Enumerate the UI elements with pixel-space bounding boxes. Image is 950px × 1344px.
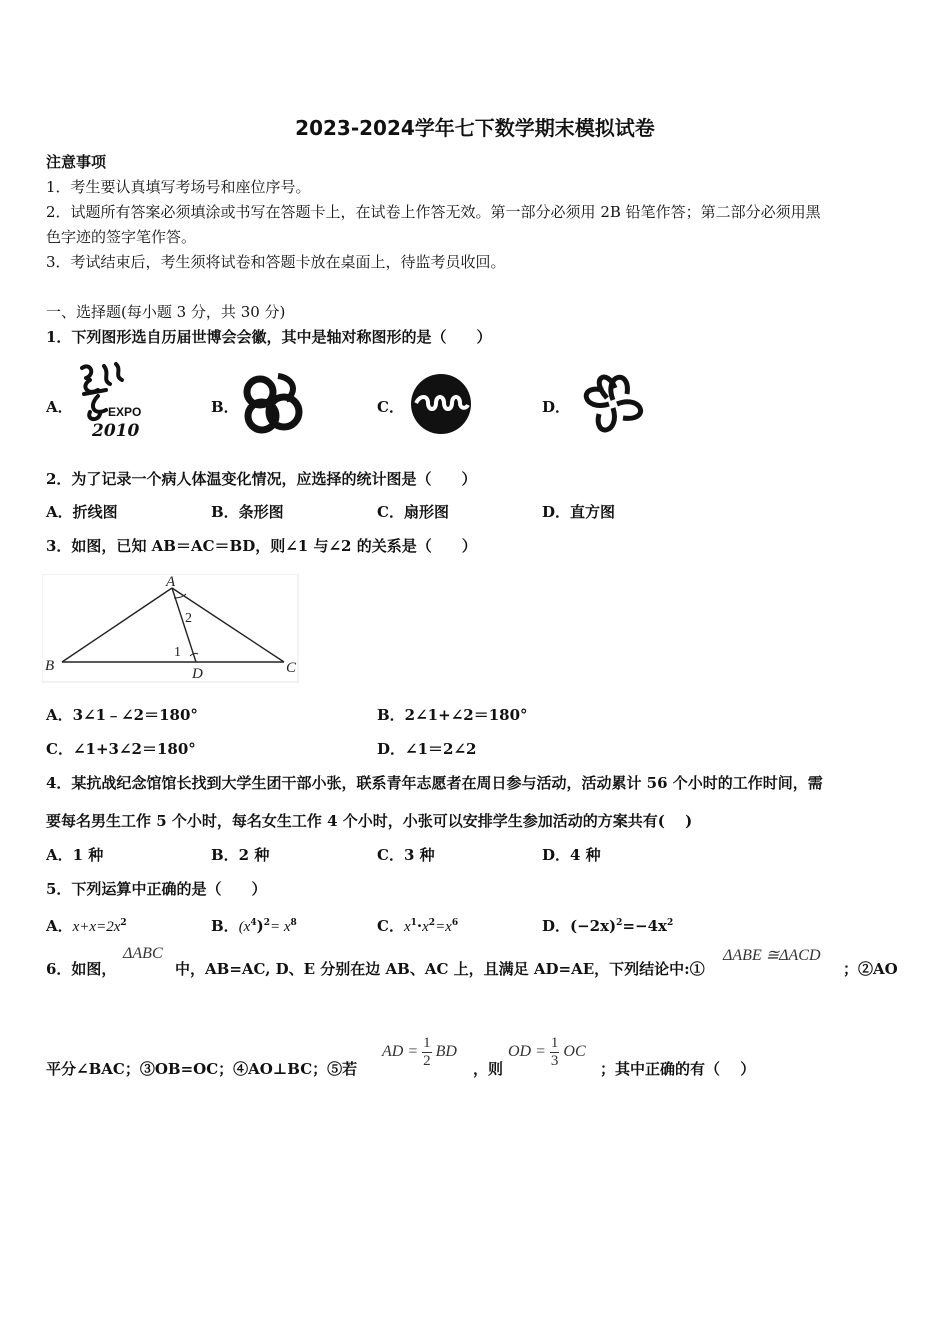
q4-option-d: D．4 种 [542,846,601,864]
flower-logo-icon [572,368,654,440]
logo-year-text: 2010 [92,421,140,438]
logo-expo-text: EXPO [108,405,142,419]
q5-c-sup2: 2 [428,918,436,928]
q5-d-label: D． [542,917,571,935]
q6-frac1-den: 2 [423,1053,431,1069]
q5-c-label: C． [377,917,404,935]
q5-b-sup1: 4 [250,918,257,928]
q1-option-d-label: D． [542,398,571,416]
question-5-text: 5．下列运算中正确的是（ ） [46,880,267,898]
q3-option-a: A．3∠1﹣∠2＝180° [46,706,198,724]
q5-c-sup3: 6 [451,918,459,928]
waves-logo-icon [410,373,472,435]
expo-2010-logo-icon [76,360,156,438]
question-6-part6: ；其中正确的有（ ） [600,1060,756,1078]
notice-item: 2．试题所有答案必须填涂或书写在答题卡上，在试卷上作答无效。第一部分必须用 2B 铅笔作答；第二部分必须用黑 [46,203,821,221]
notice-item: 色字迹的签字笔作答。 [46,228,197,246]
q5-a-sup: 2 [120,918,127,928]
q5-d-sup1: 2 [616,918,623,928]
q5-d-post: =−4x [622,917,667,935]
question-6-part4: 平分∠BAC；③OB=OC；④AO⊥BC；⑤若 [46,1060,358,1078]
question-2-text: 2．为了记录一个病人体温变化情况，应选择的统计图是（ ） [46,470,477,488]
q3-option-c: C．∠1+3∠2＝180° [46,740,196,758]
question-6-part1: 6．如图， [46,960,117,978]
vertex-b-label: B [45,658,55,674]
q6-od: OD = [508,1043,546,1061]
q6-ad: AD = [382,1043,419,1061]
q6-fraction-half [422,1035,432,1070]
q6-od-expression [508,1035,586,1070]
q2-option-b: B．条形图 [211,503,284,521]
q5-a-label: A． [46,917,73,935]
q5-c-b: x [422,919,429,935]
q5-option-d [542,913,673,936]
q5-b-pre: (x [238,919,251,935]
q5-b-sup2: 2 [263,918,270,928]
vertex-a-label: A [166,574,176,590]
q6-fraction-third [550,1035,560,1070]
q6-frac2-num: 1 [550,1035,559,1051]
q4-option-a: A．1 种 [46,846,104,864]
q5-d-pre: (−2x) [570,917,617,935]
q5-option-a [46,913,127,937]
q1-option-b-label: B． [211,398,239,416]
question-4-line1: 4．某抗战纪念馆馆长找到大学生团干部小张，联系青年志愿者在周日参与活动，活动累计 56 个小时的工作时间，需 [46,774,823,792]
q5-c-dot: · [416,917,423,935]
question-1-text: 1．下列图形选自历届世博会会徽，其中是轴对称图形的是（ ） [46,328,492,346]
knot-logo-icon [240,370,308,438]
q2-option-a: A．折线图 [46,503,118,521]
triangle-figure [42,574,300,684]
page-title: 2023-2024学年七下数学期末模拟试卷 [295,116,655,140]
q5-b-sup3: 8 [290,918,297,928]
q6-bd: BD [435,1043,457,1061]
q6-oc: OC [563,1043,586,1061]
q5-c-a: x [403,919,411,935]
q4-option-b: B．2 种 [211,846,270,864]
q3-option-b: B．2∠1+∠2＝180° [377,706,528,724]
notice-item: 1．考生要认真填写考场号和座位序号。 [46,178,311,196]
angle-1-label: 1 [174,645,181,660]
q5-c-sup1: 1 [410,918,417,928]
q6-ad-expression [382,1035,457,1070]
vertex-c-label: C [286,660,297,676]
q2-option-c: C．扇形图 [377,503,449,521]
q5-c-eq: =x [435,919,452,935]
q5-b-mid: ) [256,917,264,935]
question-6-part2: 中，AB=AC, D、E 分别在边 AB、AC 上，且满足 AD=AE，下列结论中:① [175,960,705,978]
section-heading: 一、选择题(每小题 3 分，共 30 分) [46,303,286,321]
notice-item: 3．考试结束后，考生须将试卷和答题卡放在桌面上，待监考员收回。 [46,253,506,271]
q1-option-a-label: A． [46,398,73,416]
notice-heading: 注意事项 [46,153,107,171]
q5-option-c [377,913,458,937]
q1-option-c-label: C． [377,398,404,416]
question-6-part3: ；②AO [843,960,898,978]
question-6-part5: ，则 [473,1060,504,1078]
angle-2-label: 2 [185,611,192,626]
q5-option-b [211,913,297,937]
q6-frac2-den: 3 [550,1053,559,1069]
question-4-line2: 要每名男生工作 5 个小时，每名女生工作 4 个小时，小张可以安排学生参加活动的方案共有( ) [46,812,693,830]
q3-option-d: D．∠1＝2∠2 [377,740,477,758]
q2-option-d: D．直方图 [542,503,616,521]
q6-triangle-abc: ΔABC [123,945,163,962]
question-3-text: 3．如图，已知 AB＝AC＝BD，则∠1 与∠2 的关系是（ ） [46,537,477,555]
q5-d-sup2: 2 [666,918,674,928]
q5-a-expr: x+x=2x [72,919,121,935]
q6-congruence: ΔABE ≅ΔACD [723,947,821,964]
q5-b-post: = x [269,919,291,935]
q5-b-label: B． [211,917,239,935]
q6-frac1-num: 1 [423,1035,431,1051]
vertex-d-label: D [192,666,203,682]
q4-option-c: C．3 种 [377,846,435,864]
